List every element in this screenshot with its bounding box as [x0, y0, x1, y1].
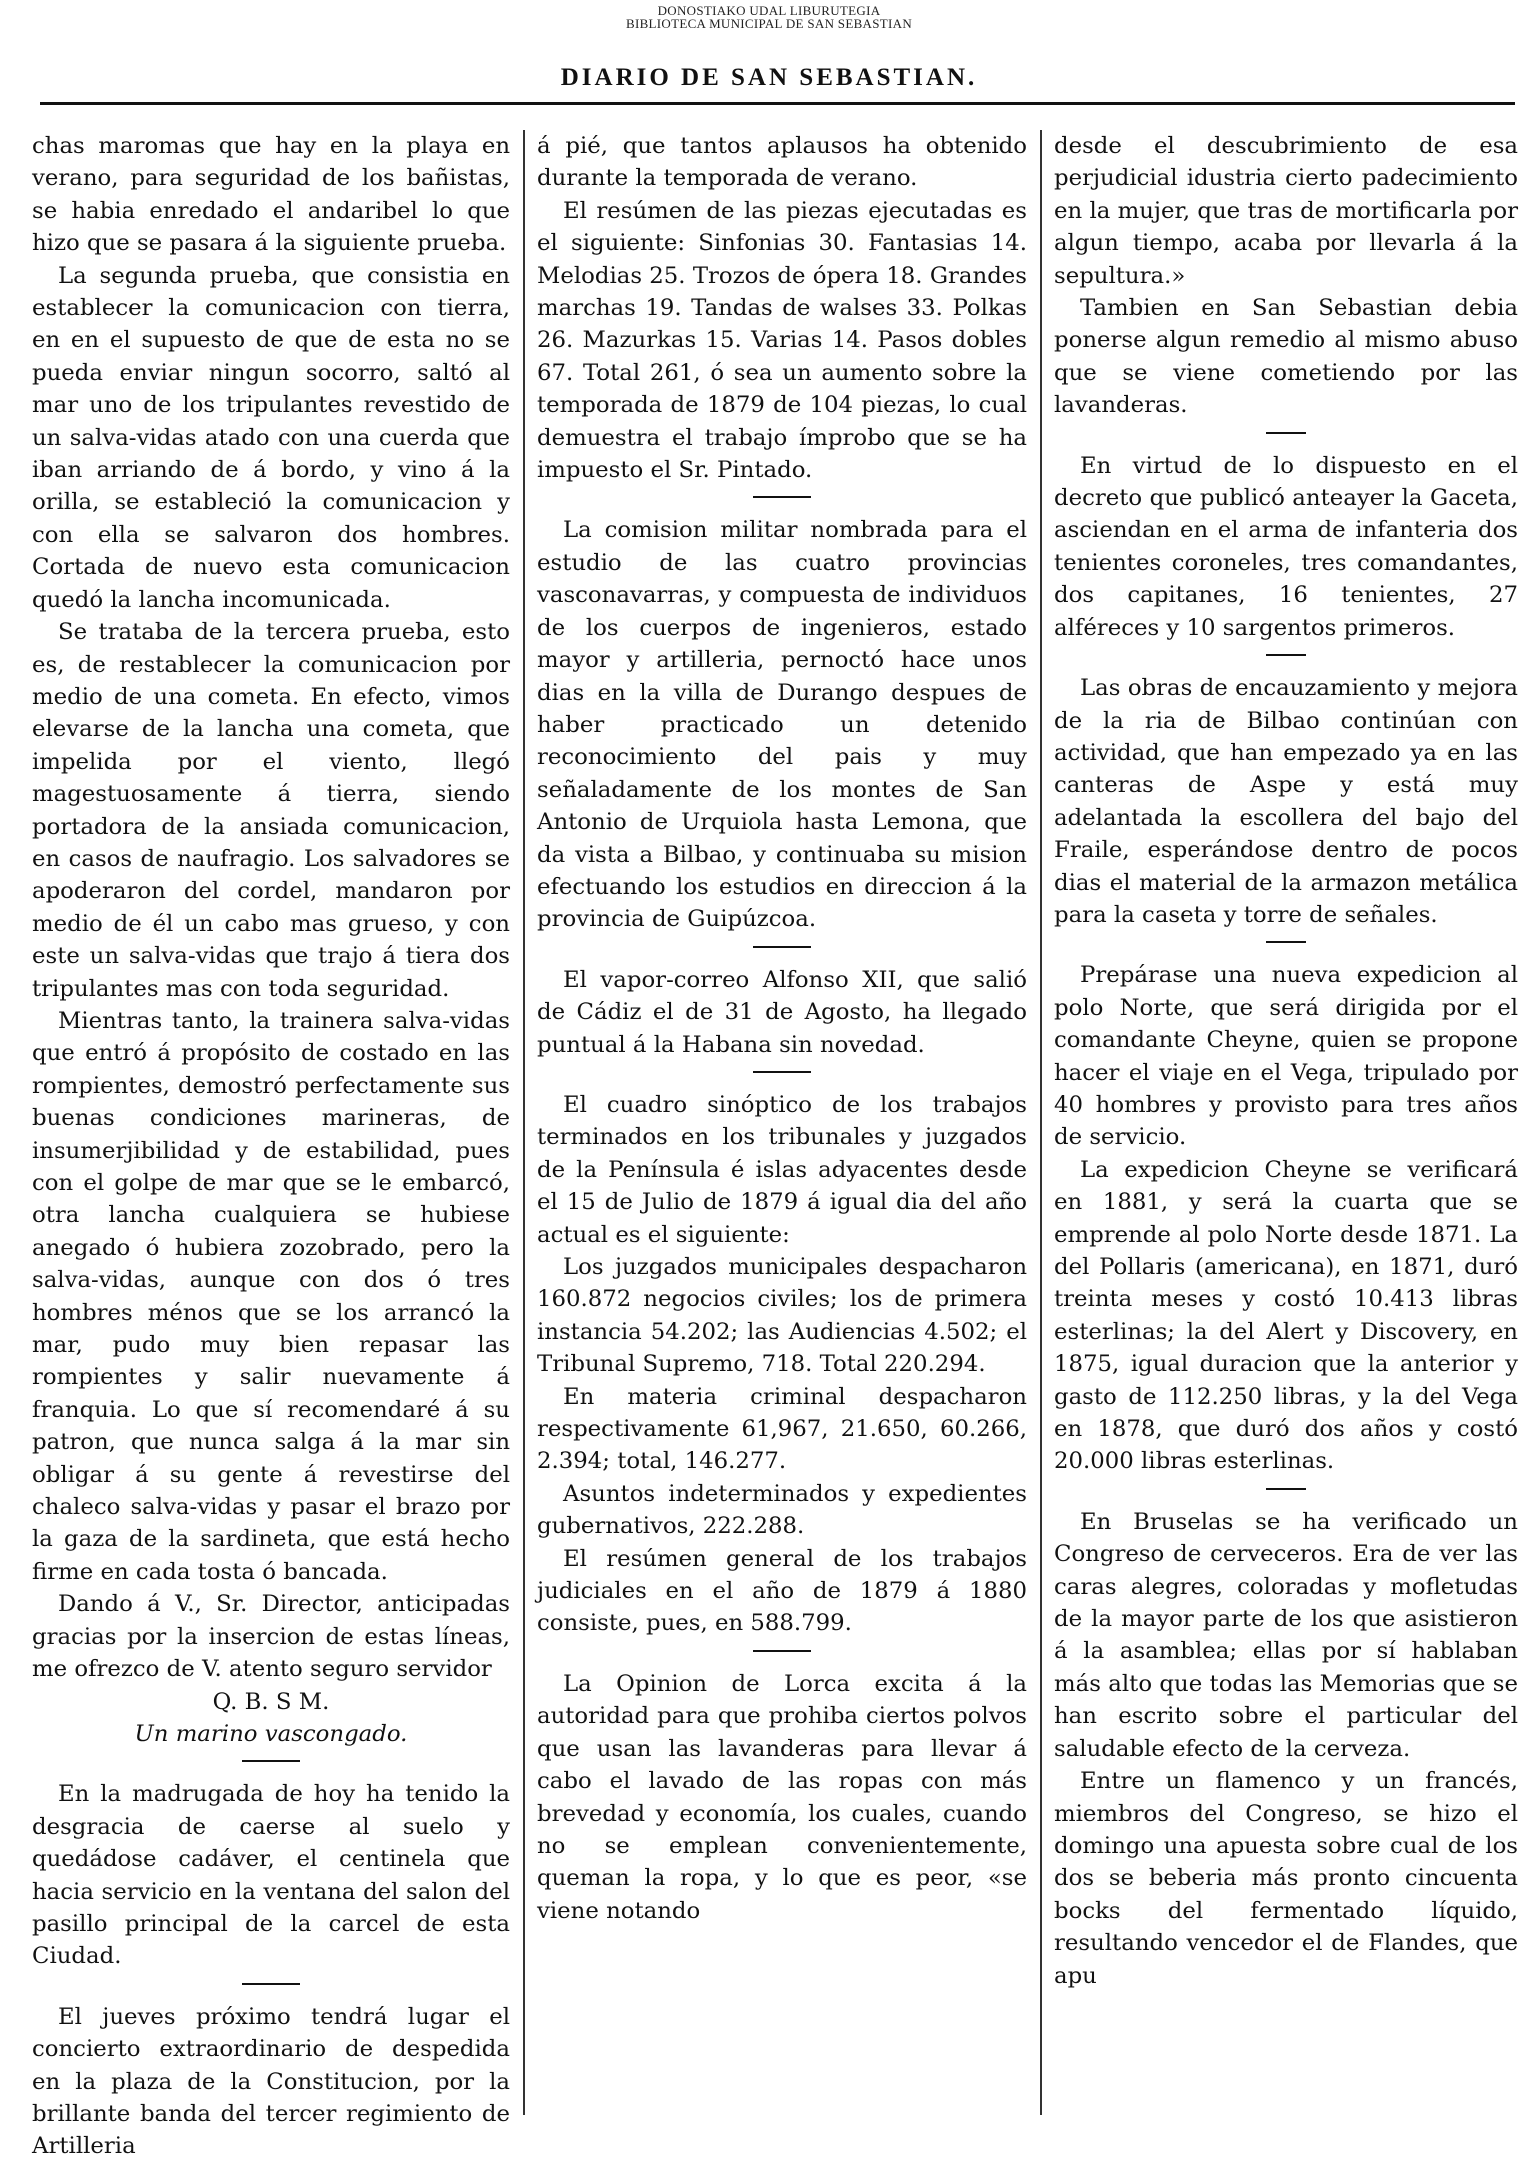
paragraph: El cuadro sinóptico de los trabajos terminados en los tribunales y juzgados de la Península é islas adyacentes desde el 15 de Julio de 1879 á igual dia del año actual es el siguiente: — [537, 1091, 1027, 1248]
paragraph: El jueves próximo tendrá lugar el concierto extraordinario de despedida en la plaza de la Constitucion, por la brillante banda del tercer regimiento de Artilleria — [32, 2003, 510, 2160]
signature: Un marino vascongado. — [134, 1720, 408, 1747]
paragraph: á pié, que tantos aplausos ha obtenido durante la temporada de verano. — [537, 133, 1027, 192]
paragraph: Las obras de encauzamiento y mejora de la ria de Bilbao continúan con actividad, que han empezado ya en las canteras de Aspe y está muy adelantada la escollera del bajo del Fraile, esperándose dentro de pocos dias el material de la armazon metálica para la caseta y torre de señales. — [1054, 675, 1518, 928]
column-2 — [537, 130, 1027, 2120]
paragraph: El vapor-correo Alfonso XII, que salió de Cádiz el de 31 de Agosto, ha llegado puntual á la Habana sin novedad. — [537, 966, 1027, 1058]
paragraph: Tambien en San Sebastian debia ponerse algun remedio al mismo abuso que se viene cometiendo por las lavanderas. — [1054, 295, 1518, 419]
paragraph: En la madrugada de hoy ha tenido la desgracia de caerse al suelo y quedádose cadáver, el centinela que hacia servicio en la ventana del salon del pasillo principal de la carcel de esta Ciudad. — [32, 1781, 510, 1970]
column-3 — [1054, 130, 1518, 2120]
library-name-spanish: BIBLIOTECA MUNICIPAL DE SAN SEBASTIAN — [625, 16, 913, 31]
header-rule — [40, 102, 1515, 105]
paragraph: En Bruselas se ha verificado un Congreso de cerveceros. Era de ver las caras alegres, coloradas y mofletudas de la mayor parte de los que asistieron á la asamblea; ellas por sí hablaban más alto que todas las Memorias que se han escrito sobre el particular del saludable efecto de la cerveza. — [1054, 1508, 1518, 1762]
paragraph: Se trataba de la tercera prueba, esto es, de restablecer la comunicacion por medio de una cometa. En efecto, vimos elevarse de la lancha una cometa, que impelida por el viento, llegó magestuosamente á tierra, siendo portadora de la ansiada comunicacion, en casos de naufragio. Los salvadores se apoderaron del cordel, mandaron por medio de él un cabo mas grueso, y con este un salva-vidas que trajo á tiera dos tripulantes mas con toda seguridad. — [32, 619, 510, 1002]
paragraph: desde el descubrimiento de esa perjudicial idustria cierto padecimiento en la mujer, que tras de mortificarla por algun tiempo, acaba por llevarla á la sepultura.» — [1054, 133, 1518, 289]
article-separator — [1266, 432, 1306, 434]
paragraph: En materia criminal despacharon respectivamente 61,967, 21.650, 60.266, 2.394; total, 146.277. — [537, 1383, 1027, 1475]
article-separator — [753, 946, 811, 948]
paragraph: El resúmen general de los trabajos judiciales en el año de 1879 á 1880 consiste, pues, en 588.799. — [537, 1545, 1027, 1637]
article-separator — [242, 1983, 300, 1985]
column-divider — [1040, 130, 1042, 2115]
article-separator — [753, 1650, 811, 1652]
paragraph: El resúmen de las piezas ejecutadas es el siguiente: Sinfonias 30. Fantasias 14. Melodias 25. Trozos de ópera 18. Grandes marchas 19. Tandas de walses 33. Polkas 26. Mazurkas 15. Varias 14. Pasos dobles 67. Total 261, ó sea un aumento sobre la temporada de 1879 de 104 piezas, lo cual demuestra el trabajo ímprobo que se ha impuesto el Sr. Pintado. — [537, 197, 1027, 484]
article-separator — [753, 496, 811, 498]
closing-formula: Q. B. S M. — [212, 1688, 330, 1715]
paragraph: chas maromas que hay en la playa en verano, para seguridad de los bañistas, se habia enredado el andaribel lo que hizo que se pasara á la siguiente prueba. — [32, 133, 510, 257]
column-1 — [32, 130, 510, 2160]
paragraph: La Opinion de Lorca excita á la autoridad para que prohiba ciertos polvos que usan las lavanderas para llevar á cabo el lavado de las ropas con más brevedad y economía, los cuales, cuando no se emplean convenientemente, queman la ropa, y lo que es peor, «se viene notando — [537, 1670, 1027, 1924]
paragraph: Asuntos indeterminados y expedientes gubernativos, 222.288. — [537, 1480, 1027, 1540]
paragraph: Mientras tanto, la trainera salva-vidas que entró á propósito de costado en las rompientes, demostró perfectamente sus buenas condiciones marineras, de insumerjibilidad y de estabilidad, pues con el golpe de mar que se le embarcó, otra lancha cualquiera se hubiese anegado ó hubiera zozobrado, pero la salva-vidas, aunque con dos ó tres hombres ménos que se los arrancó la mar, pudo muy bien repasar las rompientes y salir nuevamente á franquia. Lo que sí recomendaré á su patron, que nunca salga á la mar sin obligar á su gente á revestirse del chaleco salva-vidas y pasar el brazo por la gaza de la sardineta, que está hecho firme en cada tosta ó bancada. — [32, 1007, 510, 1585]
paragraph: Los juzgados municipales despacharon 160.872 negocios civiles; los de primera instancia 54.202; las Audiencias 4.502; el Tribunal Supremo, 718. Total 220.294. — [537, 1254, 1027, 1378]
paragraph: Entre un flamenco y un francés, miembros del Congreso, se hizo el domingo una apuesta sobre cual de los dos se beberia más pronto cincuenta bocks del fermentado líquido, resultando vencedor el de Flandes, que apu — [1054, 1768, 1518, 1989]
column-divider — [523, 130, 525, 2115]
paragraph: Dando á V., Sr. Director, anticipadas gracias por la insercion de estas líneas, me ofrezco de V. atento seguro servidor — [32, 1591, 510, 1683]
article-separator — [242, 1760, 300, 1762]
paragraph: La expedicion Cheyne se verificará en 1881, y será la cuarta que se emprende al polo Norte desde 1871. La del Pollaris (americana), en 1871, duró treinta meses y costó 10.413 libras esterlinas; la del Alert y Discovery, en 1875, igual duracion que la anterior y gasto de 112.250 libras, y la del Vega en 1878, que duró dos años y costó 20.000 libras esterlinas. — [1054, 1156, 1518, 1475]
paragraph: La comision militar nombrada para el estudio de las cuatro provincias vasconavarras, y compuesta de individuos de los cuerpos de ingenieros, estado mayor y artilleria, pernoctó hace unos dias en la villa de Durango despues de haber practicado un detenido reconocimiento del pais y muy señaladamente de los montes de San Antonio de Urquiola hasta Lemona, que da vista a Bilbao, y continuaba su mision efectuando los estudios en direccion á la provincia de Guipúzcoa. — [537, 517, 1027, 933]
paragraph: Prepárase una nueva expedicion al polo Norte, que será dirigida por el comandante Cheyne, quien se propone hacer el viaje en el Vega, tripulado por 40 hombres y provisto para tres años de servicio. — [1054, 962, 1518, 1151]
paragraph: En virtud de lo dispuesto en el decreto que publicó anteayer la Gaceta, asciendan en el arma de infanteria dos tenientes coroneles, tres comandantes, dos capitanes, 16 tenientes, 27 alféreces y 10 sargentos primeros. — [1054, 452, 1518, 641]
article-separator — [1266, 1488, 1306, 1490]
paragraph: La segunda prueba, que consistia en establecer la comunicacion con tierra, en en el supuesto de que de esta no se pueda enviar ningun socorro, saltó al mar uno de los tripulantes revestido de un salva-vidas atado con una cuerda que iban arriando de á bordo, y vino á la orilla, se estableció la comunicacion y con ella se salvaron dos hombres. Cortada de nuevo esta comunicacion quedó la lancha incomunicada. — [32, 262, 510, 613]
article-separator — [1266, 654, 1306, 656]
library-stamp — [0, 4, 1538, 30]
article-separator — [1266, 941, 1306, 943]
library-name-basque: DONOSTIAKO UDAL LIBURUTEGIA — [657, 3, 881, 18]
article-separator — [753, 1071, 811, 1073]
newspaper-title: DIARIO DE SAN SEBASTIAN. — [560, 64, 978, 91]
